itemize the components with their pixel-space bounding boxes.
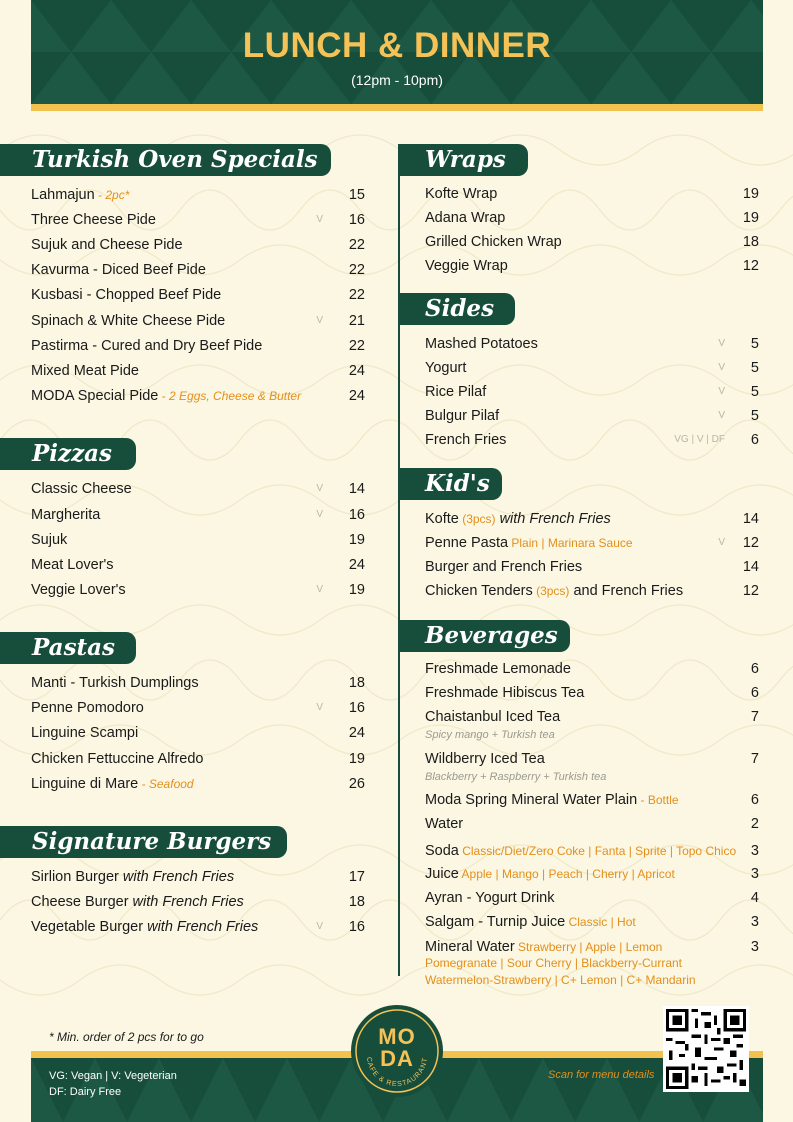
menu-item: Cheese Burger with French Fries 18 bbox=[31, 894, 365, 910]
menu-item: Yogurt V 5 bbox=[425, 360, 759, 376]
menu-item: Water 2 bbox=[425, 816, 759, 832]
order-footnote: * Min. order of 2 pcs for to go bbox=[49, 1030, 204, 1044]
menu-item: Freshmade Lemonade 6 bbox=[425, 661, 759, 677]
section-title-kids: Kid's bbox=[398, 468, 502, 500]
section-title-pizzas: Pizzas bbox=[0, 438, 136, 470]
opening-hours: (12pm - 10pm) bbox=[351, 72, 443, 88]
qr-code[interactable] bbox=[663, 1006, 749, 1092]
menu-item: French Fries VG | V | DF 6 bbox=[425, 432, 759, 448]
section-title-turkish-oven: Turkish Oven Specials bbox=[0, 144, 331, 176]
section-title-beverages: Beverages bbox=[398, 620, 570, 652]
menu-item: Kofte (3pcs) with French Fries 14 bbox=[425, 511, 759, 527]
menu-item: Wildberry Iced Tea Blackberry + Raspberry + Turkish tea 7 bbox=[425, 751, 759, 783]
diet-legend: VG: Vegan | V: Vegeterian DF: Dairy Free bbox=[49, 1070, 177, 1098]
menu-item: Veggie Lover's V 19 bbox=[31, 582, 365, 598]
menu-item: Linguine Scampi 24 bbox=[31, 725, 365, 741]
page-title: LUNCH & DINNER bbox=[242, 26, 552, 65]
menu-item: Kavurma - Diced Beef Pide 22 bbox=[31, 262, 365, 278]
menu-item: Mashed Potatoes V 5 bbox=[425, 336, 759, 352]
menu-item: Chaistanbul Iced Tea Spicy mango + Turkish tea 7 bbox=[425, 709, 759, 741]
menu-item: Moda Spring Mineral Water Plain - Bottle 6 bbox=[425, 792, 759, 808]
menu-item: Juice Apple | Mango | Peach | Cherry | Apricot 3 bbox=[425, 866, 759, 882]
menu-item: Sujuk and Cheese Pide 22 bbox=[31, 237, 365, 253]
section-title-wraps: Wraps bbox=[398, 144, 528, 176]
menu-item: Grilled Chicken Wrap 18 bbox=[425, 234, 759, 250]
menu-item: Sujuk 19 bbox=[31, 532, 365, 548]
menu-item: Penne Pomodoro V 16 bbox=[31, 700, 365, 716]
menu-item: Penne Pasta Plain | Marinara Sauce V 12 bbox=[425, 535, 759, 551]
column-divider bbox=[398, 144, 400, 976]
menu-item: Burger and French Fries 14 bbox=[425, 559, 759, 575]
menu-item: Rice Pilaf V 5 bbox=[425, 384, 759, 400]
menu-item: Sirlion Burger with French Fries 17 bbox=[31, 869, 365, 885]
menu-item: Linguine di Mare - Seafood 26 bbox=[31, 776, 365, 792]
header-banner bbox=[31, 0, 763, 104]
menu-item: Spinach & White Cheese Pide V 21 bbox=[31, 313, 365, 329]
svg-text:CAFE & RESTAURANT: CAFE & RESTAURANT bbox=[364, 1056, 430, 1089]
scan-label: Scan for menu details bbox=[548, 1069, 655, 1081]
menu-item: Adana Wrap 19 bbox=[425, 210, 759, 226]
menu-item: Bulgur Pilaf V 5 bbox=[425, 408, 759, 424]
menu-item: Vegetable Burger with French Fries V 16 bbox=[31, 919, 365, 935]
menu-item: Chicken Fettuccine Alfredo 19 bbox=[31, 751, 365, 767]
section-title-burgers: Signature Burgers bbox=[0, 826, 287, 858]
menu-item: Ayran - Yogurt Drink 4 bbox=[425, 890, 759, 906]
menu-item: Three Cheese Pide V 16 bbox=[31, 212, 365, 228]
menu-item: Salgam - Turnip Juice Classic | Hot 3 bbox=[425, 914, 759, 930]
menu-item: Kofte Wrap 19 bbox=[425, 186, 759, 202]
menu-item: Chicken Tenders (3pcs) and French Fries 12 bbox=[425, 583, 759, 599]
menu-item: Mixed Meat Pide 24 bbox=[31, 363, 365, 379]
menu-item: Pastirma - Cured and Dry Beef Pide 22 bbox=[31, 338, 365, 354]
menu-item: Classic Cheese V 14 bbox=[31, 481, 365, 497]
menu-item: Kusbasi - Chopped Beef Pide 22 bbox=[31, 287, 365, 303]
menu-item: Freshmade Hibiscus Tea 6 bbox=[425, 685, 759, 701]
section-title-sides: Sides bbox=[398, 293, 515, 325]
menu-item: Mineral Water Strawberry | Apple | Lemon Pomegranate | Sour Cherry | Blackberry-Currant Watermelon-Strawberry | C+ Lemon | C+ Mandarin 3 bbox=[425, 939, 759, 987]
menu-item: MODA Special Pide - 2 Eggs, Cheese & Butter 24 bbox=[31, 388, 365, 404]
menu-item: Margherita V 16 bbox=[31, 507, 365, 523]
menu-item: Veggie Wrap 12 bbox=[425, 258, 759, 274]
menu-item: Soda Classic/Diet/Zero Coke | Fanta | Sprite | Topo Chico 3 bbox=[425, 843, 759, 859]
logo-wordmark: MO DA bbox=[378, 1024, 416, 1071]
moda-logo bbox=[350, 1004, 444, 1098]
section-title-pastas: Pastas bbox=[0, 632, 136, 664]
menu-item: Manti - Turkish Dumplings 18 bbox=[31, 675, 365, 691]
menu-item: Lahmajun - 2pc* 15 bbox=[31, 187, 365, 203]
header-gold-stripe bbox=[31, 104, 763, 111]
menu-item: Meat Lover's 24 bbox=[31, 557, 365, 573]
